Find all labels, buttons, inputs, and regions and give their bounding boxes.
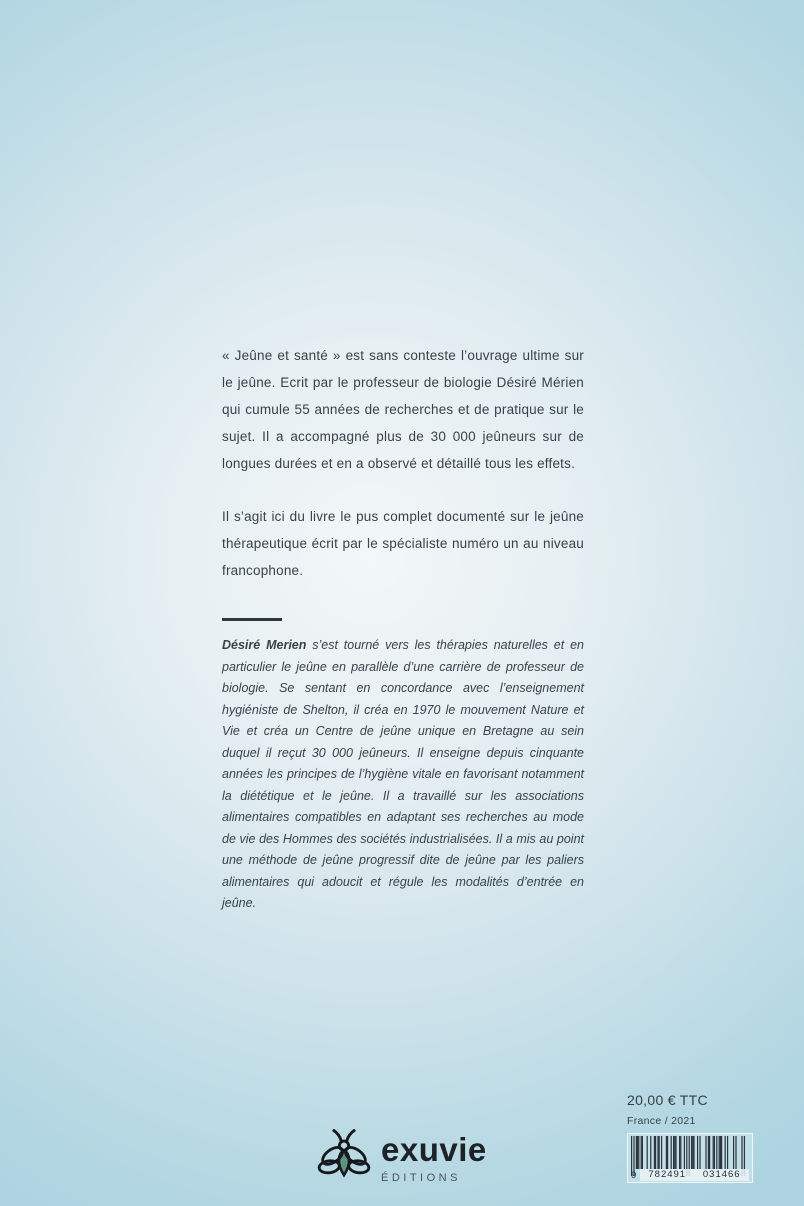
barcode-digit-lead: 9 xyxy=(631,1170,637,1181)
barcode-digits-right: 031466 xyxy=(695,1169,750,1181)
barcode-digits xyxy=(631,1169,749,1181)
back-cover-text xyxy=(222,342,584,915)
author-bio-text: s’est tourné vers les thérapies naturelles et en particulier le jeûne en parallèle d’une carrière de professeur de biologie. Se sentant en concordance avec l’enseignement hygiéniste de Shelton, il créa en 1970 le mouvement Nature et Vie et créa un Centre de jeûne unique en Bretagne au sein duquel il reçut 30 000 jeûneurs. Il enseigne depuis cinquante années les principes de l’hygiène vitale en favorisant notamment la diététique et le jeûne. Il a travaillé sur les associations alimentaires compatibles en adaptant ses recherches au mode de vie des Hommes des sociétés industrialisées. Il a mis au point une méthode de jeûne progressif dite de jeûne par les paliers alimentaires qui adoucit et régule les modalités d’entrée en jeûne. xyxy=(222,638,584,910)
barcode-digits-left: 782491 xyxy=(640,1169,695,1181)
barcode xyxy=(627,1133,753,1183)
cicada-icon xyxy=(317,1126,371,1184)
author-bio xyxy=(222,635,584,915)
summary-paragraph: « Jeûne et santé » est sans conteste l’ouvrage ultime sur le jeûne. Ecrit par le professeur de biologie Désiré Mérien qui cumule 55 années de recherches et de pratique sur le sujet. Il a accompagné plus de 30 000 jeûneurs sur de longues durées et en a observé et détaillé tous les effets. xyxy=(222,348,584,471)
commerce-block xyxy=(627,1092,757,1183)
positioning-paragraph: Il s’agit ici du livre le pus complet documenté sur le jeûne thérapeutique écrit par le spécialiste numéro un au niveau francophone. xyxy=(222,509,584,578)
publisher-tagline: ÉDITIONS xyxy=(381,1172,461,1184)
publisher-text xyxy=(381,1126,487,1184)
country-year: France / 2021 xyxy=(627,1115,696,1127)
cicada-abdomen xyxy=(339,1150,349,1175)
author-name: Désiré Merien xyxy=(222,638,307,652)
publisher-name: exuvie xyxy=(381,1131,487,1168)
price: 20,00 € TTC xyxy=(627,1092,708,1108)
publisher-logo xyxy=(317,1126,487,1184)
section-divider xyxy=(222,618,282,621)
